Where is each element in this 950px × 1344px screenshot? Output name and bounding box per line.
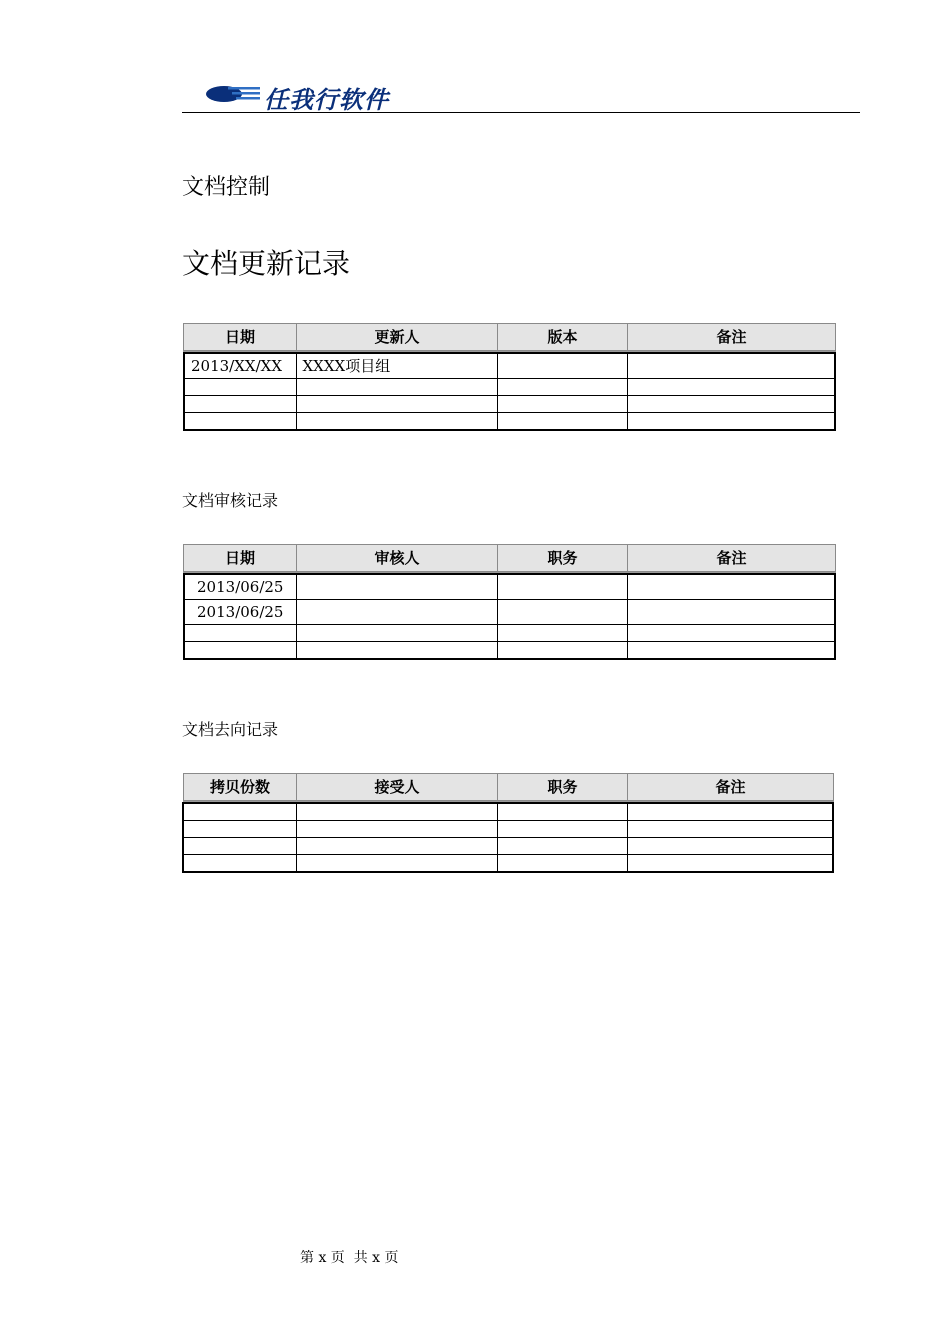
table-row bbox=[184, 642, 835, 660]
column-header: 接受人 bbox=[297, 774, 498, 800]
table-row bbox=[184, 353, 835, 379]
column-header: 日期 bbox=[184, 324, 297, 350]
table-row bbox=[183, 855, 833, 873]
table-cell bbox=[296, 574, 497, 600]
table-cell bbox=[296, 821, 497, 838]
table-cell bbox=[184, 379, 296, 396]
table-cell bbox=[296, 803, 497, 821]
table-cell bbox=[497, 600, 627, 625]
table-cell: XXXX项目组 bbox=[296, 353, 497, 379]
table-cell bbox=[183, 838, 296, 855]
table-cell bbox=[627, 625, 835, 642]
heading-review-records: 文档审核记录 bbox=[182, 491, 279, 510]
table-cell bbox=[296, 838, 497, 855]
table-cell bbox=[296, 600, 497, 625]
table-cell bbox=[184, 413, 296, 431]
update-table-header bbox=[183, 323, 836, 351]
table-cell bbox=[627, 642, 835, 660]
table-cell bbox=[296, 855, 497, 873]
update-table bbox=[183, 352, 836, 431]
table-cell bbox=[497, 396, 627, 413]
column-header: 备注 bbox=[715, 778, 746, 796]
logo-swoosh-icon bbox=[204, 84, 262, 104]
table-cell bbox=[497, 574, 627, 600]
heading-distribution-records: 文档去向记录 bbox=[182, 720, 279, 739]
table-cell bbox=[627, 413, 835, 431]
table-row bbox=[184, 600, 835, 625]
table-cell bbox=[627, 821, 833, 838]
table-cell bbox=[627, 353, 835, 379]
table-cell bbox=[183, 855, 296, 873]
table-cell bbox=[497, 821, 627, 838]
table-cell bbox=[627, 803, 833, 821]
table-cell bbox=[296, 642, 497, 660]
table-cell bbox=[183, 803, 296, 821]
table-cell bbox=[627, 574, 835, 600]
heading-update-records: 文档更新记录 bbox=[182, 247, 351, 280]
table-cell bbox=[184, 396, 296, 413]
column-header: 拷贝份数 bbox=[184, 774, 297, 800]
table-cell bbox=[497, 855, 627, 873]
table-cell bbox=[184, 625, 296, 642]
table-cell bbox=[497, 803, 627, 821]
column-header: 备注 bbox=[716, 328, 747, 346]
table-cell bbox=[627, 855, 833, 873]
brand-logo-text: 任我行软件 bbox=[264, 86, 389, 114]
table-cell bbox=[296, 379, 497, 396]
column-header: 审核人 bbox=[297, 545, 498, 571]
table-cell bbox=[497, 353, 627, 379]
table-row bbox=[184, 379, 835, 396]
table-cell bbox=[296, 413, 497, 431]
table-cell bbox=[497, 625, 627, 642]
table-cell bbox=[627, 838, 833, 855]
column-header: 备注 bbox=[716, 549, 747, 567]
table-row bbox=[184, 625, 835, 642]
table-cell bbox=[627, 379, 835, 396]
distribution-table-header bbox=[183, 773, 834, 801]
table-cell: 2013/06/25 bbox=[184, 600, 296, 625]
review-table-header bbox=[183, 544, 836, 572]
table-row bbox=[183, 803, 833, 821]
table-row bbox=[183, 821, 833, 838]
table-cell bbox=[184, 642, 296, 660]
table-row bbox=[184, 574, 835, 600]
table-row bbox=[184, 413, 835, 431]
table-cell bbox=[627, 600, 835, 625]
page-header bbox=[182, 76, 860, 114]
column-header: 职务 bbox=[498, 545, 628, 571]
column-header: 职务 bbox=[498, 774, 628, 800]
column-header: 更新人 bbox=[297, 324, 498, 350]
table-cell bbox=[497, 838, 627, 855]
column-header: 日期 bbox=[184, 545, 297, 571]
header-divider bbox=[182, 112, 860, 113]
table-cell: 2013/06/25 bbox=[184, 574, 296, 600]
table-cell bbox=[296, 396, 497, 413]
column-header: 版本 bbox=[498, 324, 628, 350]
table-cell bbox=[497, 642, 627, 660]
table-cell bbox=[627, 396, 835, 413]
table-row bbox=[183, 838, 833, 855]
review-table bbox=[183, 573, 836, 660]
heading-document-control: 文档控制 bbox=[182, 175, 271, 200]
page-footer: 第 x 页 共 x 页 bbox=[300, 1250, 399, 1266]
table-cell bbox=[183, 821, 296, 838]
table-cell bbox=[497, 379, 627, 396]
table-cell bbox=[296, 625, 497, 642]
table-row bbox=[184, 396, 835, 413]
distribution-table bbox=[182, 802, 834, 873]
table-cell: 2013/XX/XX bbox=[184, 353, 296, 379]
table-cell bbox=[497, 413, 627, 431]
